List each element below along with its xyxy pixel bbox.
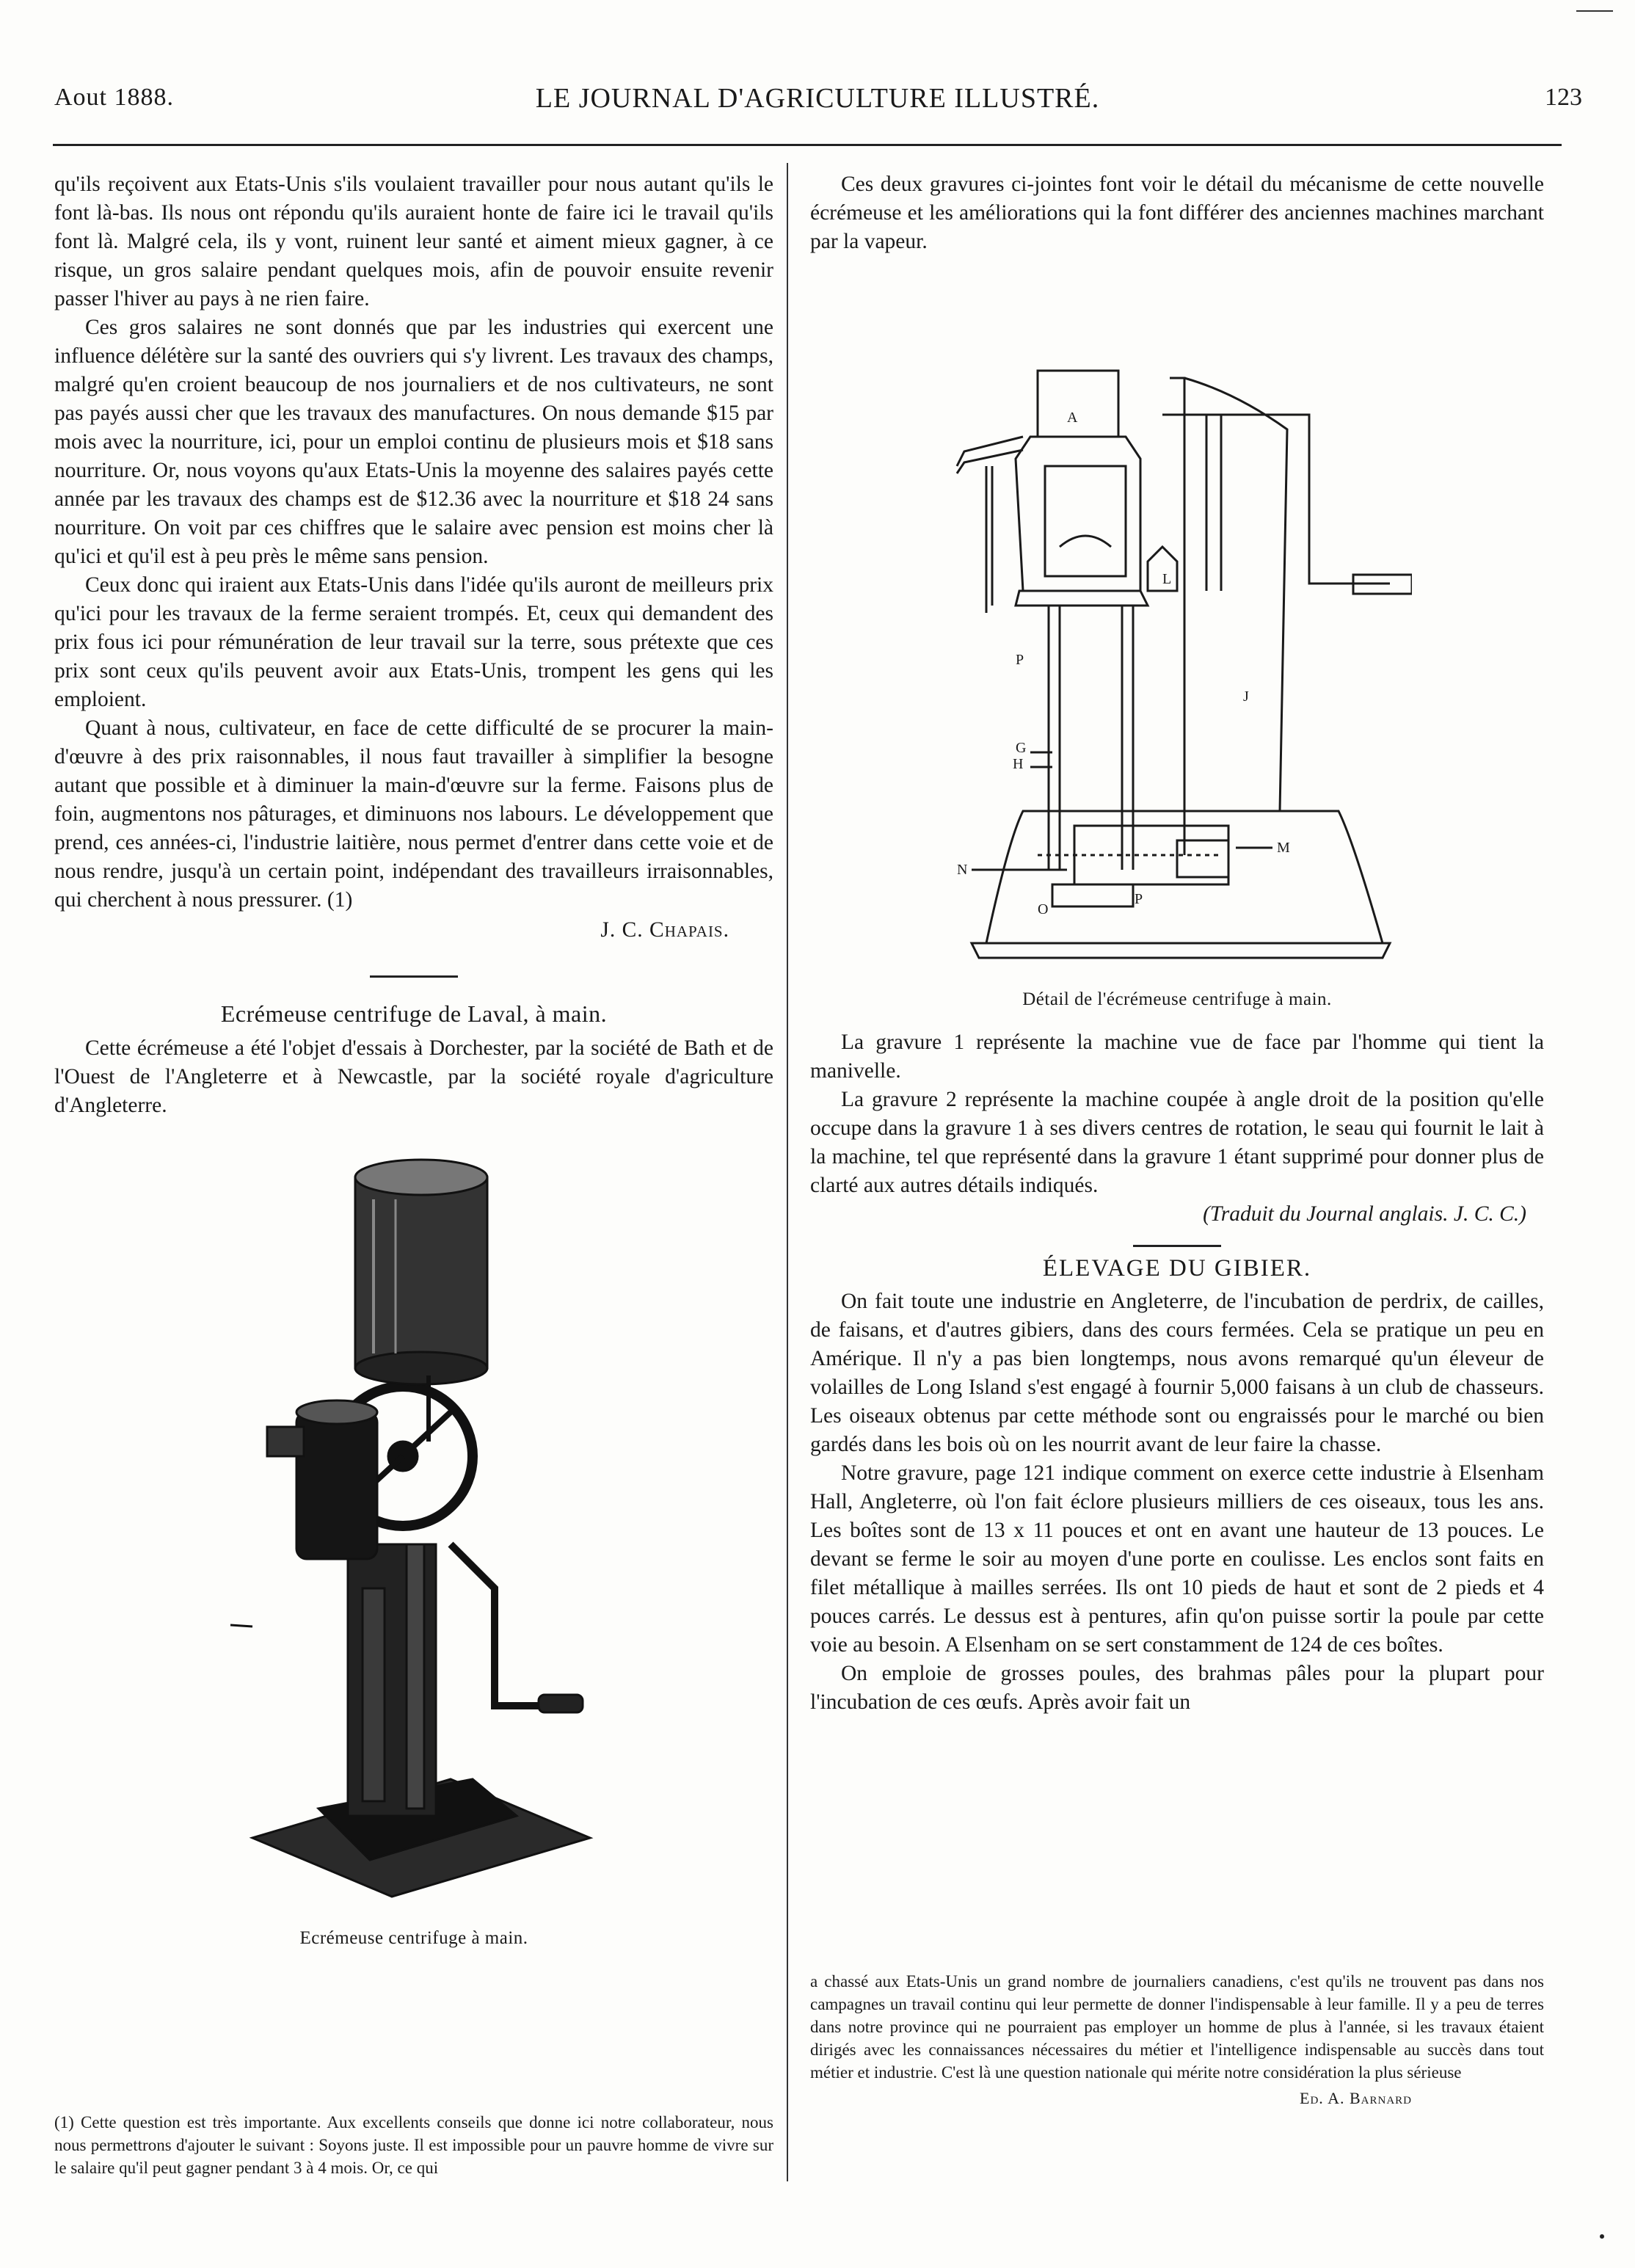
header-rule bbox=[53, 144, 1562, 146]
journal-title: LE JOURNAL D'AGRICULTURE ILLUSTRÉ. bbox=[535, 83, 1100, 114]
right-footnote: a chassé aux Etats-Unis un grand nombre de journaliers canadiens, c'est qu'ils ne trouvent pas dans nos campagnes un travail continu qui leur permette de donner l'indispensable à leur famille. Il y a peu de terres dans notre province qui ne pourraient pas employer un homme de plus à l'année, si les travaux étaient dirigés avec les connaissances nécessaires du métier et l'intelligence indispensable au succès dans tout métier et industrie. C'est là une question nationale qui mérite notre considération la plus sérieuse bbox=[810, 1972, 1544, 2082]
figure-caption-detail: Détail de l'écrémeuse centrifuge à main. bbox=[1022, 989, 1332, 1009]
right-intro: Ces deux gravures ci-jointes font voir le détail du mécanisme de cette nouvelle écrémeuse et les améliorations qui la font différer des anciennes machines marchant par la vapeur. bbox=[810, 172, 1544, 253]
gibier-paragraph-1: On fait toute une industrie en Angleterre, de l'incubation de perdrix, de cailles, de faisans, et d'autres gibiers, dans des cours fermées. Cela se pratique un peu en Amérique. Il n'y a pas bien longtemps, nous avons remarqué qu'un éleveur de volailles de Long Island s'est engagé à fournir 5,000 faisans à un club de chasseurs. Les oiseaux obtenus par cette méthode sont ou engraissés pour le marché ou bien gardés dans les bois où on les nourrit avant de leur faire la chasse. bbox=[810, 1290, 1544, 1456]
label-p-lower: P bbox=[1135, 891, 1143, 907]
section-title-ecremeuse: Ecrémeuse centrifuge de Laval, à main. bbox=[220, 1000, 608, 1027]
right-paragraph-2: La gravure 2 représente la machine coupée à angle droit de la position qu'elle occupe dans la gravure 1 à ses divers centres de rotation, le seau qui fournit le lait à la machine, tel que représenté dans la gravure 1 étant supprimé pour donner plus de clarté aux autres détails indiqués. bbox=[810, 1088, 1544, 1197]
label-n: N bbox=[957, 862, 968, 878]
page-header bbox=[47, 79, 1588, 123]
gibier-paragraph-3: On emploie de grosses poules, des brahmas pâles pour la plupart pour l'incubation de ces œufs. Après avoir fait un bbox=[810, 1662, 1544, 1714]
header-date: Aout 1888. bbox=[54, 84, 174, 111]
ecremeuse-intro: Cette écrémeuse a été l'objet d'essais à Dorchester, par la société de Bath et de l'Ouest de l'Angleterre et à Newcastle, par la société royale d'agriculture d'Angleterre. bbox=[54, 1036, 773, 1117]
label-h: H bbox=[1013, 756, 1024, 772]
figure-separator-detail bbox=[942, 283, 1412, 1017]
gibier-paragraph-2: Notre gravure, page 121 indique comment on exerce cette industrie à Elsenham Hall, Angleterre, où l'on fait éclore plusieurs milliers de ces oiseaux, tous les ans. Les boîtes sont de 13 x 11 pouces et ont en avant une hauteur de 13 pouces. Le devant se ferme le soir au moyen d'une porte en coulisse. Les enclos sont faits en filet métallique à mailles serrées. Ils ont 10 pieds de haut et sont de 2 pieds et 4 pouces carrés. Le dessus est à pentures, afin qu'on puisse sortir la poule par cette voie au besoin. A Elsenham on se sert constamment de 124 de ces boîtes. bbox=[810, 1461, 1544, 1657]
left-paragraph-1: qu'ils reçoivent aux Etats-Unis s'ils voulaient travailler pour nous autant qu'ils le font là-bas. Ils nous ont répondu qu'ils auraient honte de faire ici le travail qu'ils font là. Malgré cela, ils y vont, ruinent leur santé et aiment mieux gagner, à ce risque, un gros salaire pendant quelques mois, afin de pouvoir ensuite revenir passer l'hiver au pays à ne rien faire. bbox=[54, 172, 773, 310]
figure-caption-cream-separator: Ecrémeuse centrifuge à main. bbox=[299, 1928, 528, 1948]
label-j: J bbox=[1243, 688, 1249, 705]
footnote-signature: Ed. A. Barnard bbox=[1300, 2089, 1412, 2107]
page-number: 123 bbox=[1545, 84, 1582, 111]
label-p-upper: P bbox=[1016, 652, 1024, 668]
left-paragraph-2: Ces gros salaires ne sont donnés que par les industries qui exercent une influence délétère sur la santé des ouvriers qui s'y livrent. Les travaux des champs, malgré qu'en croient beaucoup de nos journaliers et de nos cultivateurs, ne sont pas payés aussi cher que les travaux des manufactures. On nous demande $15 par mois avec la nourriture, ici, pour un emploi continu de plusieurs mois et $18 sans nourriture. Or, nous voyons qu'aux Etats-Unis la moyenne des salaires payés cette année par les travaux des champs est de $12.36 avec la nourriture et $18 24 sans nourriture. On voit par ces chiffres que le salaire avec pension est moins cher là qu'ici et qu'il est à peu près le même sans pension. bbox=[54, 316, 773, 568]
label-a: A bbox=[1067, 410, 1078, 426]
page-dot bbox=[1600, 2234, 1604, 2239]
left-paragraph-4: Quant à nous, cultivateur, en face de cette difficulté de se procurer la main-d'œuvre à des prix raisonnables, il nous faut travailler à simplifier la besogne autant que possible et à diminuer la main-d'œuvre sur la ferme. Faisons plus de foin, augmentons nos pâturages, et diminuons nos labours. Le développement que prend, ces années-ci, l'industrie laitière, nous permet d'entrer dans cette voie et de nous rendre, jusqu'à un certain point, indépendant des travailleurs irraisonnables, qui cherchent à nous pressurer. (1) bbox=[54, 716, 773, 912]
separator-detail-drawing bbox=[942, 283, 1412, 973]
left-footnote: (1) Cette question est très importante. Aux excellents conseils que donne ici notre collaborateur, nous nous permettrons d'ajouter le suivant : Soyons juste. Il est impossible pour un pauvre homme de vivre sur le salaire qu'il peut gagner pendant 3 à 4 mois. Or, ce qui bbox=[54, 2113, 773, 2177]
right-footnote-block bbox=[810, 1970, 1544, 2112]
section-rule-right bbox=[1133, 1245, 1221, 1247]
label-l: L bbox=[1162, 571, 1172, 587]
figure-cream-separator bbox=[208, 1133, 619, 1948]
column-divider bbox=[787, 163, 788, 2181]
left-paragraph-3: Ceux donc qui iraient aux Etats-Unis dans l'idée qu'ils auront de meilleurs prix qu'ici pour les travaux de la ferme seraient trompés. Et, ceux qui demandent des prix fous ici pour rémunération de leur travail sur la terre, sous prétexte que ces prix sont ceux qu'ils peuvent avoir aux Etats-Unis, trompent les gens qui les emploient. bbox=[54, 573, 773, 711]
right-column bbox=[810, 170, 1544, 1717]
translation-credit: (Traduit du Journal anglais. J. C. C.) bbox=[1203, 1202, 1526, 1226]
right-paragraph-1: La gravure 1 représente la machine vue de face par l'homme qui tient la manivelle. bbox=[810, 1031, 1544, 1083]
cream-separator-illustration bbox=[208, 1133, 619, 1911]
label-m: M bbox=[1277, 840, 1290, 856]
left-column bbox=[54, 170, 773, 1948]
article-signature: J. C. Chapais. bbox=[600, 918, 729, 942]
label-g: G bbox=[1016, 740, 1027, 756]
section-rule bbox=[370, 975, 458, 978]
section-title-gibier: ÉLEVAGE DU GIBIER. bbox=[1042, 1255, 1312, 1282]
label-o: O bbox=[1038, 901, 1049, 917]
corner-rule bbox=[1576, 10, 1613, 12]
